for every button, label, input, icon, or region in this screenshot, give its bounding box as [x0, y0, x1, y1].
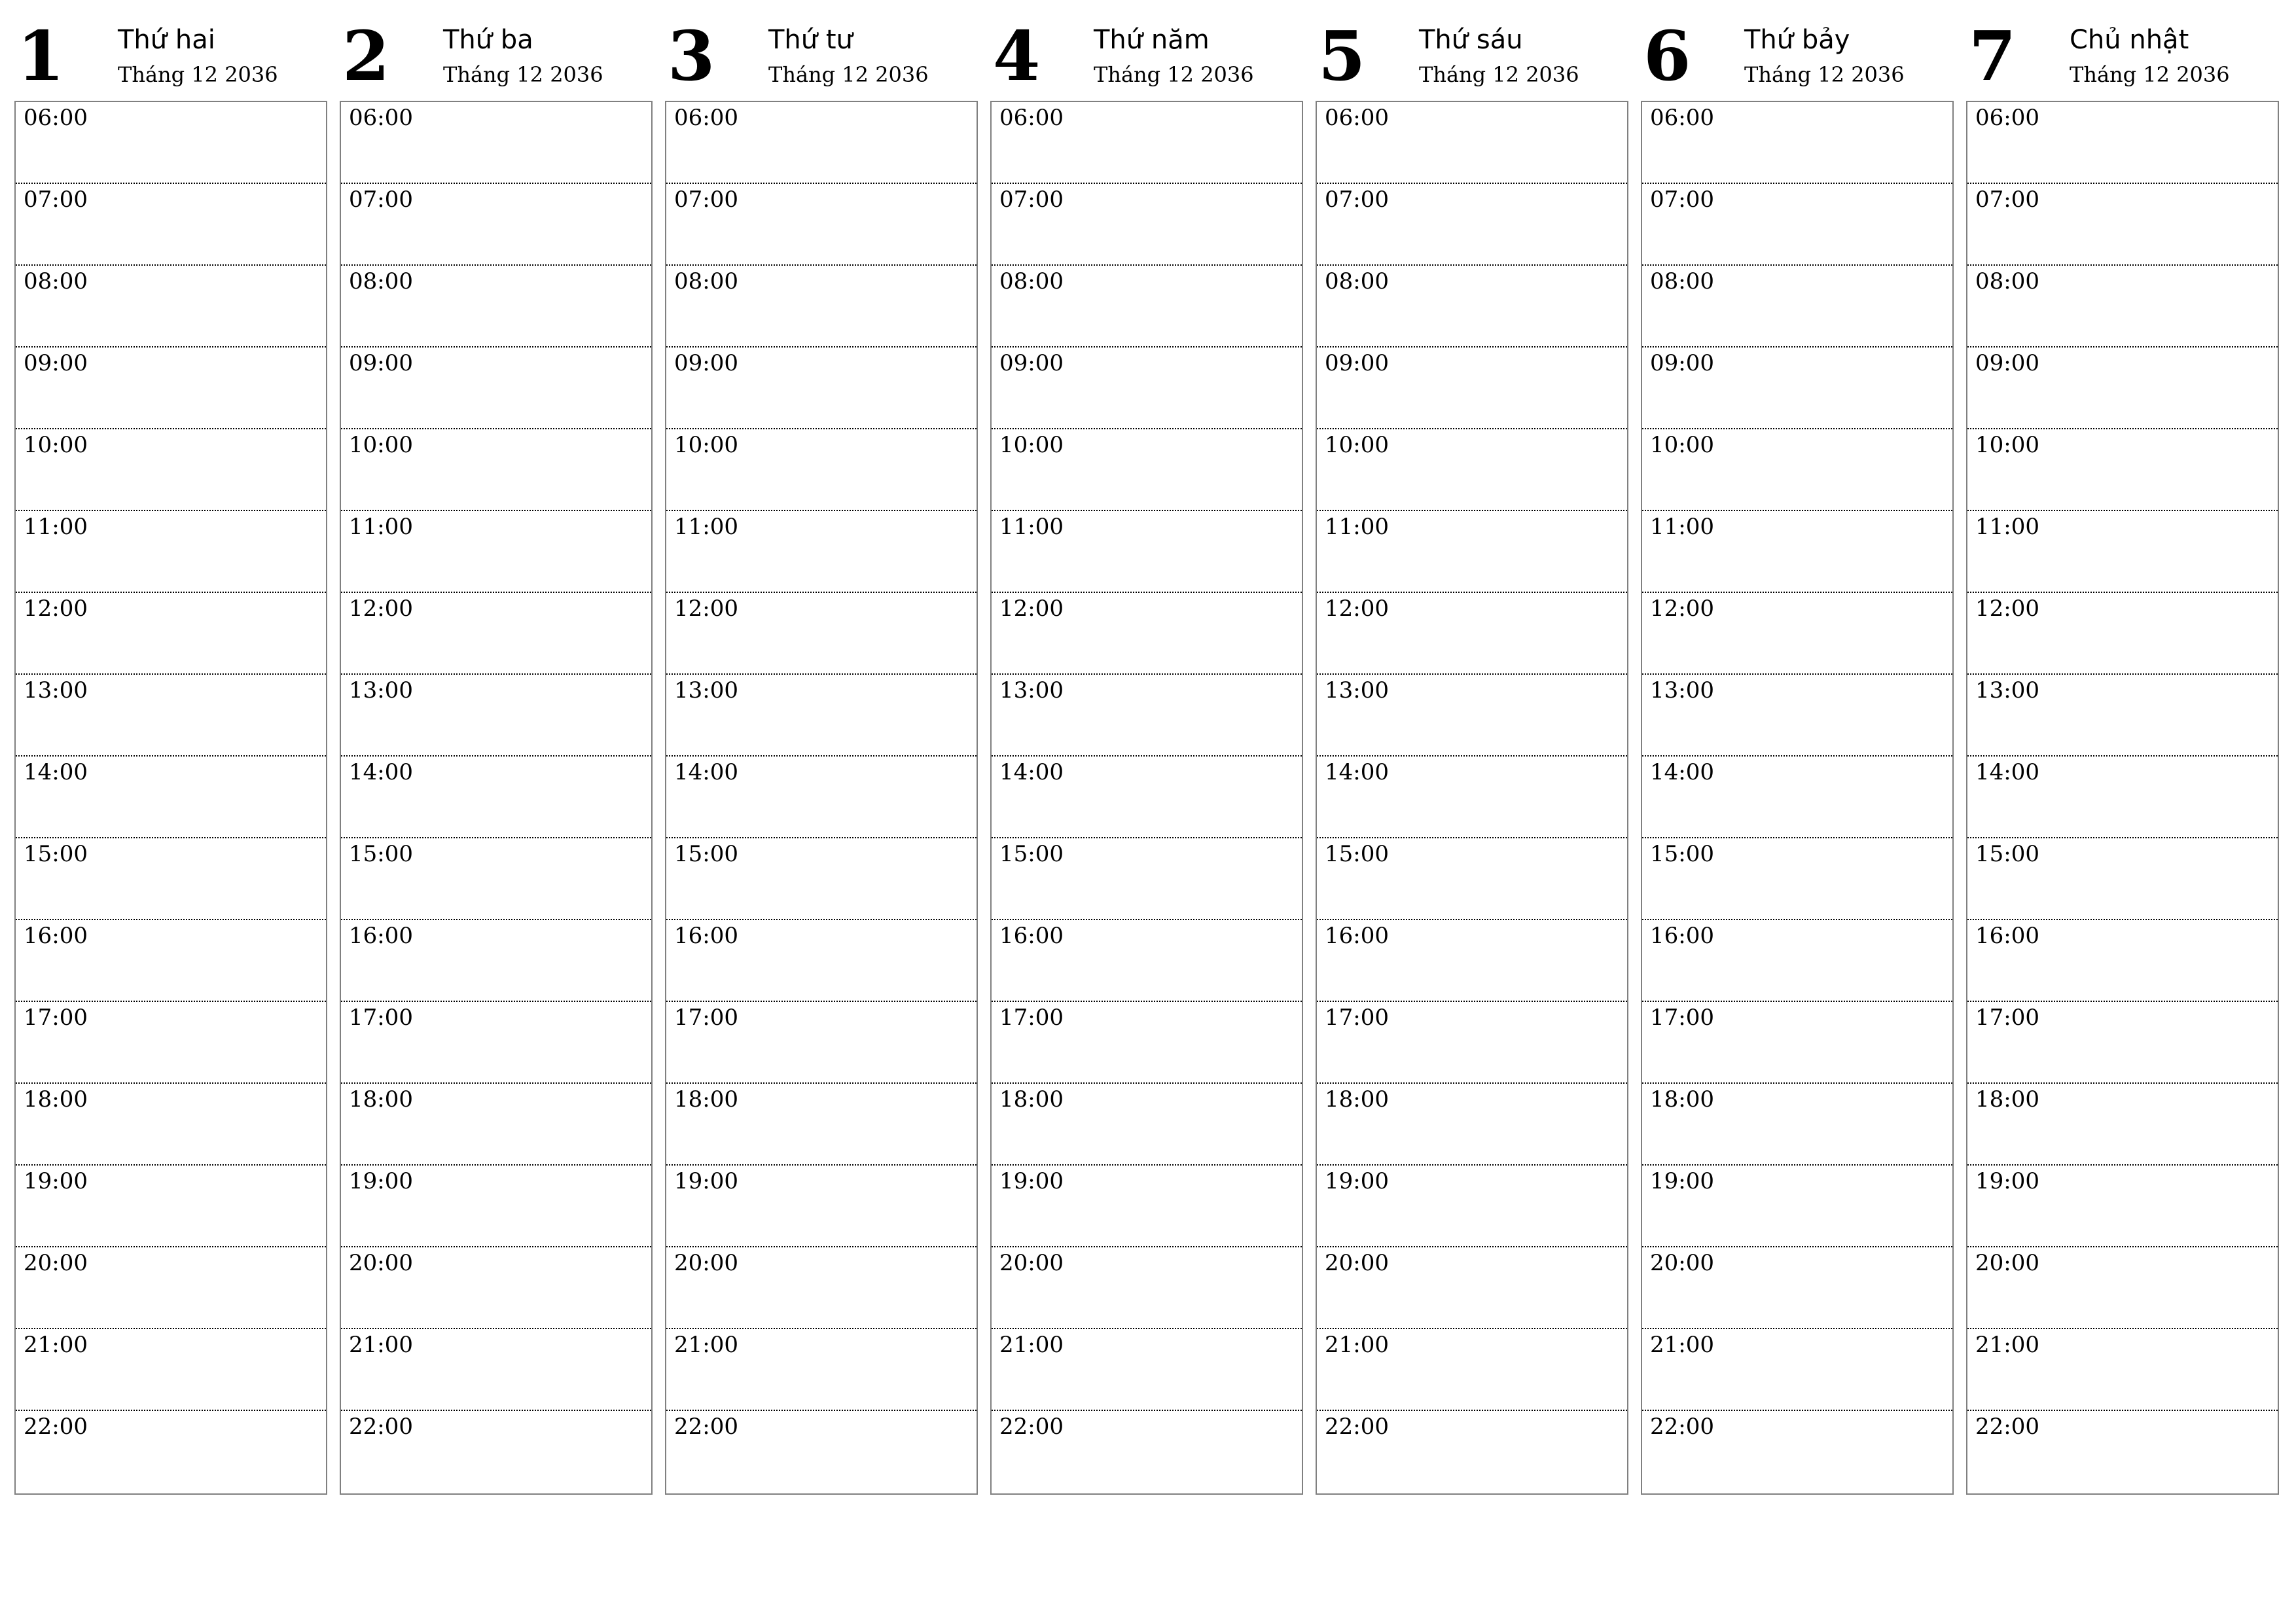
slot-time-label: 22:00 — [1650, 1414, 1714, 1440]
time-slot — [1317, 1166, 1627, 1247]
time-slot — [992, 1002, 1302, 1084]
slot-time-label: 08:00 — [674, 268, 738, 294]
slot-time-label: 18:00 — [674, 1086, 738, 1113]
slot-time-label: 06:00 — [1975, 105, 2039, 131]
slot-time-label: 19:00 — [24, 1168, 88, 1194]
slot-time-label: 22:00 — [24, 1414, 88, 1440]
time-slot — [992, 429, 1302, 511]
day-schedule-box — [990, 101, 1303, 1495]
slot-time-label: 06:00 — [24, 105, 88, 131]
time-slot — [666, 1166, 977, 1247]
time-slot — [666, 511, 977, 593]
day-header — [990, 16, 1303, 101]
time-slot — [341, 429, 651, 511]
time-slot — [1967, 429, 2278, 511]
time-slot — [1967, 266, 2278, 348]
slot-time-label: 07:00 — [999, 187, 1064, 213]
time-slot — [341, 184, 651, 266]
slot-time-label: 19:00 — [999, 1168, 1064, 1194]
slot-time-label: 17:00 — [1325, 1005, 1389, 1031]
time-slot — [666, 675, 977, 757]
slot-time-label: 14:00 — [1975, 759, 2039, 785]
time-slot — [16, 429, 326, 511]
slot-time-label: 07:00 — [1975, 187, 2039, 213]
time-slot — [1642, 102, 1952, 184]
slot-time-label: 08:00 — [1325, 268, 1389, 294]
time-slot — [1642, 1247, 1952, 1329]
time-slot — [1642, 1411, 1952, 1493]
slot-time-label: 18:00 — [1325, 1086, 1389, 1113]
time-slot — [1317, 184, 1627, 266]
slot-time-label: 07:00 — [674, 187, 738, 213]
time-slot — [1317, 102, 1627, 184]
slot-time-label: 21:00 — [674, 1332, 738, 1358]
slot-time-label: 14:00 — [349, 759, 413, 785]
slot-time-label: 16:00 — [349, 923, 413, 949]
slot-time-label: 09:00 — [349, 350, 413, 376]
day-header — [665, 16, 978, 101]
time-slot — [341, 1411, 651, 1493]
time-slot — [1642, 1166, 1952, 1247]
day-month: Tháng 12 2036 — [768, 62, 929, 87]
time-slot — [1317, 1002, 1627, 1084]
slot-time-label: 21:00 — [24, 1332, 88, 1358]
time-slot — [341, 675, 651, 757]
time-slot — [1642, 184, 1952, 266]
slot-time-label: 19:00 — [1650, 1168, 1714, 1194]
time-slot — [1317, 1411, 1627, 1493]
slot-time-label: 08:00 — [1650, 268, 1714, 294]
time-slot — [1317, 429, 1627, 511]
time-slot — [1642, 1084, 1952, 1166]
time-slot — [1317, 593, 1627, 675]
time-slot — [341, 1084, 651, 1166]
day-name: Chủ nhật — [2070, 25, 2189, 55]
slot-time-label: 19:00 — [674, 1168, 738, 1194]
slot-time-label: 19:00 — [349, 1168, 413, 1194]
slot-time-label: 22:00 — [999, 1414, 1064, 1440]
slot-time-label: 13:00 — [349, 677, 413, 704]
slot-time-label: 18:00 — [24, 1086, 88, 1113]
slot-time-label: 21:00 — [1975, 1332, 2039, 1358]
slot-time-label: 06:00 — [1650, 105, 1714, 131]
day-name: Thứ hai — [118, 25, 215, 55]
time-slot — [1967, 838, 2278, 920]
slot-time-label: 13:00 — [999, 677, 1064, 704]
time-slot — [341, 1166, 651, 1247]
time-slot — [992, 266, 1302, 348]
time-slot — [1317, 675, 1627, 757]
day-schedule-box — [665, 101, 978, 1495]
slot-time-label: 20:00 — [1650, 1250, 1714, 1276]
day-month: Tháng 12 2036 — [118, 62, 278, 87]
time-slot — [16, 348, 326, 429]
time-slot — [666, 1411, 977, 1493]
slot-time-label: 14:00 — [24, 759, 88, 785]
time-slot — [1967, 1084, 2278, 1166]
time-slot — [16, 1329, 326, 1411]
slot-time-label: 12:00 — [1325, 596, 1389, 622]
slot-time-label: 09:00 — [24, 350, 88, 376]
day-schedule-box — [340, 101, 653, 1495]
slot-time-label: 06:00 — [999, 105, 1064, 131]
slot-time-label: 15:00 — [999, 841, 1064, 867]
time-slot — [16, 102, 326, 184]
time-slot — [16, 757, 326, 838]
time-slot — [1642, 757, 1952, 838]
slot-time-label: 10:00 — [349, 432, 413, 458]
time-slot — [666, 757, 977, 838]
slot-time-label: 17:00 — [349, 1005, 413, 1031]
time-slot — [666, 593, 977, 675]
slot-time-label: 10:00 — [999, 432, 1064, 458]
day-column — [1316, 16, 1628, 1499]
slot-time-label: 13:00 — [1650, 677, 1714, 704]
time-slot — [1642, 675, 1952, 757]
time-slot — [992, 838, 1302, 920]
day-number: 2 — [342, 16, 390, 96]
time-slot — [1317, 1247, 1627, 1329]
time-slot — [1317, 266, 1627, 348]
slot-time-label: 07:00 — [1325, 187, 1389, 213]
slot-time-label: 18:00 — [349, 1086, 413, 1113]
day-schedule-box — [1316, 101, 1628, 1495]
time-slot — [341, 102, 651, 184]
slot-time-label: 09:00 — [674, 350, 738, 376]
time-slot — [992, 1084, 1302, 1166]
day-name: Thứ tư — [768, 25, 853, 55]
slot-time-label: 21:00 — [349, 1332, 413, 1358]
day-header — [340, 16, 653, 101]
time-slot — [992, 348, 1302, 429]
slot-time-label: 15:00 — [674, 841, 738, 867]
day-schedule-box — [14, 101, 327, 1495]
time-slot — [1967, 920, 2278, 1002]
time-slot — [1642, 429, 1952, 511]
time-slot — [1967, 102, 2278, 184]
slot-time-label: 09:00 — [1650, 350, 1714, 376]
slot-time-label: 16:00 — [1650, 923, 1714, 949]
day-number: 7 — [1969, 16, 2017, 96]
time-slot — [1642, 511, 1952, 593]
time-slot — [16, 511, 326, 593]
time-slot — [16, 593, 326, 675]
day-month: Tháng 12 2036 — [2070, 62, 2230, 87]
time-slot — [1967, 593, 2278, 675]
time-slot — [992, 1411, 1302, 1493]
slot-time-label: 21:00 — [1650, 1332, 1714, 1358]
day-header — [1316, 16, 1628, 101]
slot-time-label: 17:00 — [24, 1005, 88, 1031]
slot-time-label: 12:00 — [349, 596, 413, 622]
slot-time-label: 17:00 — [674, 1005, 738, 1031]
slot-time-label: 13:00 — [674, 677, 738, 704]
slot-time-label: 16:00 — [1325, 923, 1389, 949]
day-number: 1 — [17, 16, 65, 96]
time-slot — [992, 675, 1302, 757]
time-slot — [16, 1247, 326, 1329]
time-slot — [992, 593, 1302, 675]
slot-time-label: 20:00 — [24, 1250, 88, 1276]
time-slot — [1967, 1247, 2278, 1329]
time-slot — [1967, 348, 2278, 429]
time-slot — [1642, 1329, 1952, 1411]
slot-time-label: 18:00 — [999, 1086, 1064, 1113]
slot-time-label: 15:00 — [1325, 841, 1389, 867]
time-slot — [1642, 593, 1952, 675]
time-slot — [341, 1002, 651, 1084]
day-number: 6 — [1643, 16, 1691, 96]
time-slot — [1317, 920, 1627, 1002]
slot-time-label: 20:00 — [1975, 1250, 2039, 1276]
time-slot — [341, 511, 651, 593]
time-slot — [16, 1166, 326, 1247]
slot-time-label: 15:00 — [1650, 841, 1714, 867]
time-slot — [1317, 838, 1627, 920]
slot-time-label: 15:00 — [1975, 841, 2039, 867]
slot-time-label: 16:00 — [24, 923, 88, 949]
time-slot — [992, 102, 1302, 184]
day-schedule-box — [1641, 101, 1954, 1495]
slot-time-label: 12:00 — [1975, 596, 2039, 622]
time-slot — [1967, 1411, 2278, 1493]
slot-time-label: 10:00 — [674, 432, 738, 458]
slot-time-label: 15:00 — [24, 841, 88, 867]
time-slot — [341, 266, 651, 348]
time-slot — [666, 184, 977, 266]
time-slot — [1642, 1002, 1952, 1084]
time-slot — [16, 266, 326, 348]
day-column — [990, 16, 1303, 1499]
day-number: 4 — [993, 16, 1041, 96]
time-slot — [666, 1247, 977, 1329]
time-slot — [1967, 511, 2278, 593]
time-slot — [666, 920, 977, 1002]
time-slot — [992, 920, 1302, 1002]
slot-time-label: 13:00 — [24, 677, 88, 704]
slot-time-label: 08:00 — [24, 268, 88, 294]
slot-time-label: 20:00 — [1325, 1250, 1389, 1276]
time-slot — [666, 1002, 977, 1084]
time-slot — [992, 1329, 1302, 1411]
slot-time-label: 11:00 — [674, 514, 738, 540]
slot-time-label: 16:00 — [999, 923, 1064, 949]
time-slot — [1967, 184, 2278, 266]
time-slot — [1317, 348, 1627, 429]
time-slot — [992, 184, 1302, 266]
slot-time-label: 19:00 — [1325, 1168, 1389, 1194]
slot-time-label: 20:00 — [349, 1250, 413, 1276]
time-slot — [666, 1329, 977, 1411]
time-slot — [341, 1247, 651, 1329]
day-column — [665, 16, 978, 1499]
slot-time-label: 11:00 — [349, 514, 413, 540]
slot-time-label: 17:00 — [1650, 1005, 1714, 1031]
time-slot — [666, 838, 977, 920]
slot-time-label: 22:00 — [1975, 1414, 2039, 1440]
slot-time-label: 07:00 — [1650, 187, 1714, 213]
time-slot — [666, 348, 977, 429]
slot-time-label: 14:00 — [1650, 759, 1714, 785]
time-slot — [1642, 348, 1952, 429]
time-slot — [16, 1002, 326, 1084]
day-month: Tháng 12 2036 — [443, 62, 603, 87]
day-name: Thứ năm — [1094, 25, 1210, 55]
slot-time-label: 16:00 — [1975, 923, 2039, 949]
slot-time-label: 07:00 — [349, 187, 413, 213]
day-header — [1641, 16, 1954, 101]
slot-time-label: 13:00 — [1975, 677, 2039, 704]
time-slot — [992, 1247, 1302, 1329]
time-slot — [666, 102, 977, 184]
day-column — [14, 16, 327, 1499]
slot-time-label: 09:00 — [999, 350, 1064, 376]
slot-time-label: 14:00 — [1325, 759, 1389, 785]
time-slot — [16, 838, 326, 920]
time-slot — [666, 429, 977, 511]
day-column — [340, 16, 653, 1499]
slot-time-label: 22:00 — [674, 1414, 738, 1440]
slot-time-label: 11:00 — [1975, 514, 2039, 540]
time-slot — [341, 1329, 651, 1411]
slot-time-label: 12:00 — [674, 596, 738, 622]
time-slot — [341, 593, 651, 675]
slot-time-label: 10:00 — [1650, 432, 1714, 458]
time-slot — [16, 1411, 326, 1493]
slot-time-label: 06:00 — [349, 105, 413, 131]
slot-time-label: 08:00 — [999, 268, 1064, 294]
slot-time-label: 17:00 — [1975, 1005, 2039, 1031]
slot-time-label: 19:00 — [1975, 1168, 2039, 1194]
slot-time-label: 18:00 — [1975, 1086, 2039, 1113]
slot-time-label: 08:00 — [1975, 268, 2039, 294]
slot-time-label: 12:00 — [24, 596, 88, 622]
slot-time-label: 09:00 — [1975, 350, 2039, 376]
time-slot — [992, 757, 1302, 838]
time-slot — [1967, 757, 2278, 838]
time-slot — [992, 1166, 1302, 1247]
slot-time-label: 22:00 — [349, 1414, 413, 1440]
day-schedule-box — [1966, 101, 2279, 1495]
time-slot — [1967, 1002, 2278, 1084]
day-month: Tháng 12 2036 — [1419, 62, 1579, 87]
day-header — [14, 16, 327, 101]
slot-time-label: 08:00 — [349, 268, 413, 294]
slot-time-label: 10:00 — [1325, 432, 1389, 458]
slot-time-label: 09:00 — [1325, 350, 1389, 376]
slot-time-label: 21:00 — [1325, 1332, 1389, 1358]
time-slot — [1317, 757, 1627, 838]
day-header — [1966, 16, 2279, 101]
time-slot — [1642, 266, 1952, 348]
time-slot — [1967, 1166, 2278, 1247]
time-slot — [1967, 1329, 2278, 1411]
slot-time-label: 11:00 — [24, 514, 88, 540]
time-slot — [16, 920, 326, 1002]
time-slot — [666, 1084, 977, 1166]
time-slot — [16, 1084, 326, 1166]
weekly-planner — [14, 16, 2284, 1499]
slot-time-label: 20:00 — [999, 1250, 1064, 1276]
day-month: Tháng 12 2036 — [1094, 62, 1254, 87]
time-slot — [992, 511, 1302, 593]
slot-time-label: 11:00 — [999, 514, 1064, 540]
slot-time-label: 20:00 — [674, 1250, 738, 1276]
time-slot — [341, 838, 651, 920]
slot-time-label: 10:00 — [24, 432, 88, 458]
day-name: Thứ sáu — [1419, 25, 1523, 55]
slot-time-label: 10:00 — [1975, 432, 2039, 458]
slot-time-label: 11:00 — [1325, 514, 1389, 540]
day-column — [1966, 16, 2279, 1499]
time-slot — [16, 675, 326, 757]
time-slot — [341, 920, 651, 1002]
day-name: Thứ ba — [443, 25, 533, 55]
slot-time-label: 22:00 — [1325, 1414, 1389, 1440]
slot-time-label: 06:00 — [1325, 105, 1389, 131]
slot-time-label: 06:00 — [674, 105, 738, 131]
slot-time-label: 18:00 — [1650, 1086, 1714, 1113]
slot-time-label: 12:00 — [999, 596, 1064, 622]
time-slot — [16, 184, 326, 266]
slot-time-label: 07:00 — [24, 187, 88, 213]
time-slot — [1317, 511, 1627, 593]
time-slot — [341, 348, 651, 429]
slot-time-label: 15:00 — [349, 841, 413, 867]
time-slot — [1317, 1084, 1627, 1166]
slot-time-label: 12:00 — [1650, 596, 1714, 622]
slot-time-label: 14:00 — [999, 759, 1064, 785]
time-slot — [1317, 1329, 1627, 1411]
time-slot — [1642, 838, 1952, 920]
day-number: 5 — [1318, 16, 1366, 96]
slot-time-label: 14:00 — [674, 759, 738, 785]
slot-time-label: 16:00 — [674, 923, 738, 949]
slot-time-label: 13:00 — [1325, 677, 1389, 704]
time-slot — [1642, 920, 1952, 1002]
time-slot — [666, 266, 977, 348]
day-name: Thứ bảy — [1744, 25, 1850, 55]
time-slot — [341, 757, 651, 838]
slot-time-label: 21:00 — [999, 1332, 1064, 1358]
day-month: Tháng 12 2036 — [1744, 62, 1905, 87]
day-column — [1641, 16, 1954, 1499]
slot-time-label: 11:00 — [1650, 514, 1714, 540]
time-slot — [1967, 675, 2278, 757]
slot-time-label: 17:00 — [999, 1005, 1064, 1031]
day-number: 3 — [668, 16, 715, 96]
